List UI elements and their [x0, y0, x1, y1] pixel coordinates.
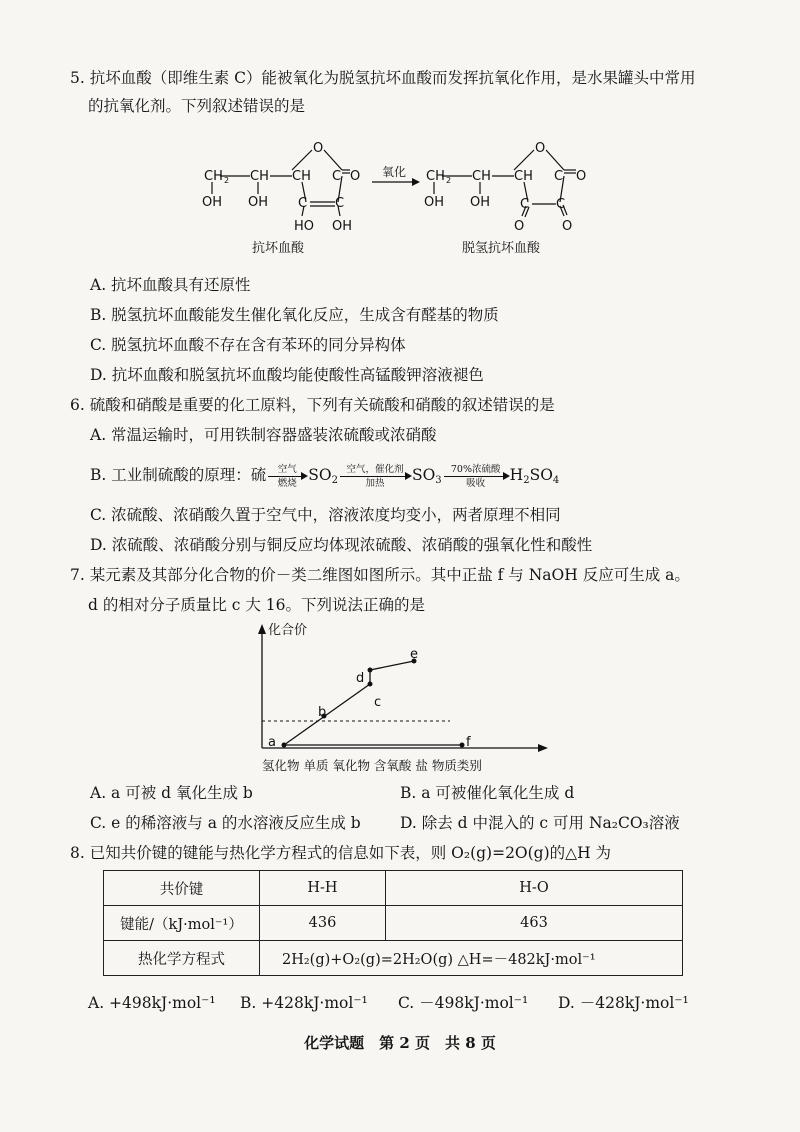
svg-text:O: O [313, 141, 324, 156]
svg-text:CH: CH [250, 169, 269, 184]
q6-stem: 6. 硫酸和硝酸是重要的化工原料，下列有关硫酸和硝酸的叙述错误的是 [70, 396, 555, 414]
q6-option-b-prefix: B. 工业制硫酸的原理： [90, 466, 251, 484]
valence-class-diagram [250, 620, 560, 780]
svg-text:C: C [556, 197, 566, 212]
q7-option-c: C. e 的稀溶液与 a 的水溶液反应生成 b [90, 814, 361, 832]
q8-option-b: B. +428kJ·mol⁻¹ [240, 994, 368, 1012]
q8-option-c: C. －498kJ·mol⁻¹ [398, 994, 529, 1012]
svg-text:O: O [514, 219, 525, 234]
svg-text:OH: OH [202, 195, 223, 210]
q6-option-b: B. 工业制硫酸的原理：硫 空气 燃烧 $SO_2$ 空气，催化剂 加热 $SO_3$ 70%浓硫酸 吸收 $H_2SO_4$ [90, 463, 560, 489]
q6-option-a: A. 常温运输时，可用铁制容器盛装浓硫酸或浓硝酸 [90, 426, 437, 444]
bond-energy-table [103, 870, 683, 976]
point-b: b [318, 705, 327, 720]
arrow-2: 空气，催化剂 加热 [340, 464, 410, 489]
svg-text:OH: OH [248, 195, 269, 210]
ascorbic-acid-label: 抗坏血酸 [252, 241, 305, 256]
q8-option-a: A. +498kJ·mol⁻¹ [88, 994, 216, 1012]
svg-text:C: C [554, 169, 564, 184]
svg-text:CH: CH [292, 169, 311, 184]
table-row [104, 871, 683, 906]
equation-cell: 2H₂(g)+O₂(g)=2H₂O(g) △H=－482kJ·mol⁻¹ [260, 941, 683, 976]
page-footer: 化学试题 第 2 页 共 8 页 [304, 1034, 496, 1052]
svg-text:O: O [576, 169, 587, 184]
svg-text:CH: CH [472, 169, 491, 184]
q5-option-c: C. 脱氢抗坏血酸不存在含有苯环的同分异构体 [90, 336, 406, 354]
q5-option-a: A. 抗坏血酸具有还原性 [90, 276, 251, 294]
q6-option-d: D. 浓硫酸、浓硝酸分别与铜反应均体现浓硫酸、浓硝酸的强氧化性和酸性 [90, 536, 593, 554]
svg-text:OH: OH [470, 195, 491, 210]
svg-text:C: C [335, 196, 345, 211]
point-e: e [410, 647, 418, 662]
svg-text:CH: CH [426, 169, 445, 184]
point-f: f [466, 735, 471, 750]
point-d: d [356, 671, 365, 686]
row-label: 键能/（kJ·mol⁻¹） [104, 906, 260, 941]
q7-option-a: A. a 可被 d 氧化生成 b [90, 784, 253, 802]
svg-text:O: O [350, 169, 361, 184]
svg-text:CH: CH [204, 169, 223, 184]
dehydroascorbic-acid-label: 脱氢抗坏血酸 [462, 241, 541, 256]
x-axis-label: 氢化物 单质 氧化物 含氧酸 盐 物质类别 [262, 758, 482, 773]
table-row [104, 941, 683, 976]
arrow-1: 空气 燃烧 [268, 464, 306, 489]
svg-text:C: C [332, 169, 342, 184]
svg-text:C: C [298, 196, 308, 211]
svg-text:OH: OH [332, 219, 353, 234]
header-cell: 共价键 [104, 871, 260, 906]
q8-stem: 8. 已知共价键的键能与热化学方程式的信息如下表，则 O₂(g)=2O(g)的△H 为 [70, 844, 612, 862]
q7-stem-line1: 7. 某元素及其部分化合物的价－类二维图如图所示。其中正盐 f 与 NaOH 反应可生成 a。 [70, 566, 690, 584]
svg-text:2: 2 [224, 176, 230, 185]
arrow-3: 70%浓硫酸 吸收 [444, 464, 508, 489]
q5-stem-line2: 的抗氧化剂。下列叙述错误的是 [88, 97, 306, 115]
header-cell: H-O [386, 871, 683, 906]
svg-text:2: 2 [446, 176, 452, 185]
q8-option-d: D. －428kJ·mol⁻¹ [558, 994, 689, 1012]
header-cell: H-H [260, 871, 386, 906]
b-sulfur: 硫 [250, 466, 267, 484]
q7-option-b: B. a 可被催化氧化生成 d [400, 784, 575, 802]
svg-text:O: O [562, 219, 573, 234]
oxidation-arrow-label: 氧化 [382, 165, 407, 179]
table-cell: 436 [260, 906, 386, 941]
q7-option-d: D. 除去 d 中混入的 c 可用 Na₂CO₃溶液 [400, 814, 680, 832]
y-axis-label: 化合价 [268, 623, 308, 638]
table-cell: 463 [386, 906, 683, 941]
svg-text:O: O [535, 141, 546, 156]
row-label: 热化学方程式 [104, 941, 260, 976]
point-a: a [268, 735, 276, 750]
svg-text:HO: HO [294, 219, 315, 234]
table-row [104, 906, 683, 941]
svg-text:CH: CH [514, 169, 533, 184]
q5-option-d: D. 抗坏血酸和脱氢抗坏血酸均能使酸性高锰酸钾溶液褪色 [90, 366, 484, 384]
svg-text:C: C [520, 197, 530, 212]
svg-text:OH: OH [424, 195, 445, 210]
ascorbic-acid-scheme [190, 138, 630, 256]
q7-stem-line2: d 的相对分子质量比 c 大 16。下列说法正确的是 [88, 596, 426, 614]
point-c: c [374, 695, 382, 710]
q5-stem-line1: 5. 抗坏血酸（即维生素 C）能被氧化为脱氢抗坏血酸而发挥抗氧化作用，是水果罐头中常用 [70, 69, 696, 87]
q6-option-c: C. 浓硫酸、浓硝酸久置于空气中，溶液浓度均变小，两者原理不相同 [90, 506, 561, 524]
q5-option-b: B. 脱氢抗坏血酸能发生催化氧化反应，生成含有醛基的物质 [90, 306, 499, 324]
